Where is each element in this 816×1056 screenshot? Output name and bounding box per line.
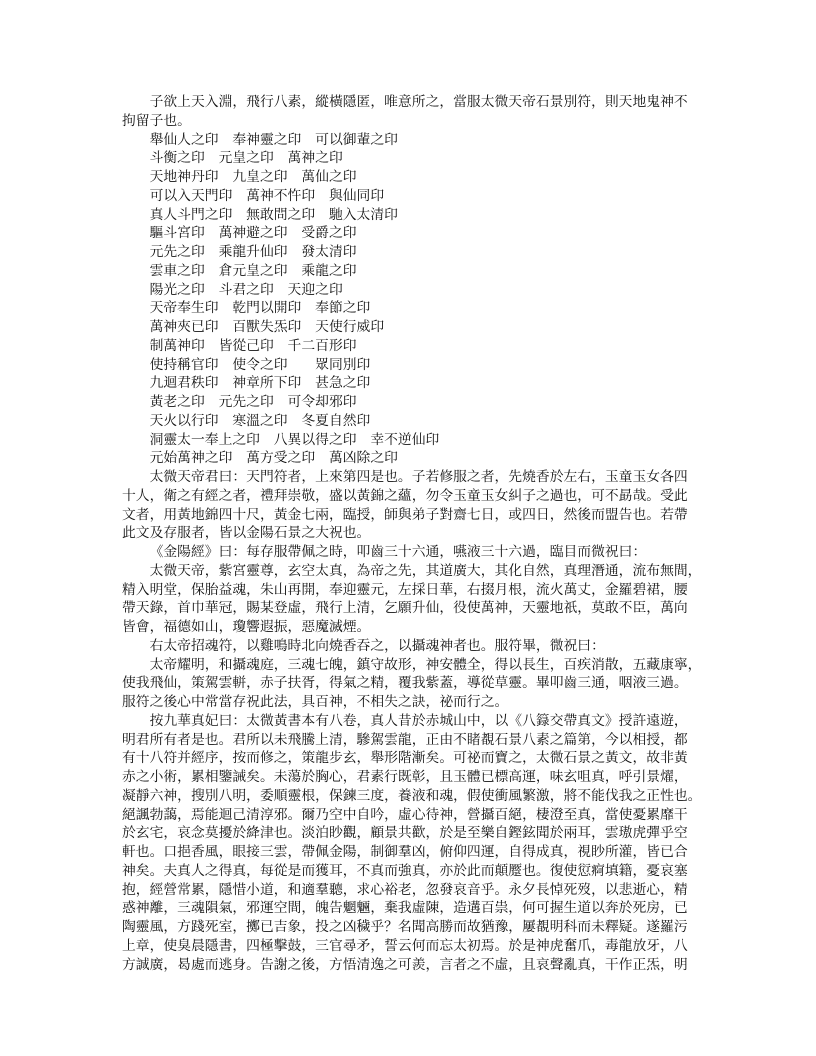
text-line: 皆會，福德如山，瓊響遐振，惡魔滅煙。: [122, 619, 371, 635]
text-line: 赤之小術，累相鑒誡矣。未蕩於胸心，君素行既彰，且玉體已標高運，味玄咀真，呼引景燿，: [122, 769, 688, 785]
text-line: 服符之後心中常當存祝此法，具百神，不相失之訣，祕而行之。: [122, 694, 509, 710]
seal-list-item: 制萬神印 皆從己印 千二百形印: [149, 337, 357, 354]
text-line: 軒也。口挹香風，眼接三雲，帶佩金陽，制御羣凶，俯仰四運，自得成真，視眇所灌，皆已合: [122, 844, 688, 860]
text-line: 陶靈風，方踐死室，擲已吉象，投之凶穢乎？名聞高勝而故猶豫，屢覩明科而未釋疑。遂羅污: [122, 919, 688, 935]
seal-list-item: 使持稱官印 使令之印 眾同別印: [149, 356, 371, 373]
text-line: 有十八符并經序，按而修之，策龍步玄，舉形階漸矣。可祕而寶之，太微石景之黃文，故非黃: [122, 750, 688, 767]
text-line: 子欲上天入淵，飛行八素，縱橫隱匿，唯意所之，當服太微天帝石景別符，則天地鬼神不: [149, 94, 688, 110]
seal-list-item: 天地神丹印 九皇之印 萬仙之印: [149, 169, 357, 185]
seal-list-item: 陽光之印 斗君之印 天迎之印: [149, 281, 343, 298]
text-line: 按九華真妃曰：太微黃書本有八卷，真人昔於赤城山中，以《八籙交帶真文》授許遠遊，: [149, 712, 688, 729]
text-line: 太帝耀明，和攝魂庭，三魂七魄，鎮守故形，神安體全，得以長生，百疾消散，五藏康寧，: [149, 656, 702, 673]
text-line: 右太帝招魂符，以雞鳴時北向燒香吞之，以攝魂神者也。服符畢，微祝曰：: [149, 637, 605, 654]
paragraph: [122, 543, 704, 562]
paragraph: [122, 656, 704, 712]
seal-list-item: 萬神夾已印 百獸失炁印 天使行威印: [149, 319, 385, 335]
seal-list: [122, 131, 704, 469]
seal-list-item: 洞靈太一奉上之印 八異以得之印 幸不逆仙印: [149, 431, 440, 448]
paragraph: [122, 637, 704, 656]
text-line: 帶天錄，首巾華冠，賜某登虛，飛行上清，乞願升仙，役使萬神，天靈地祇，莫敢不臣，萬向: [122, 600, 688, 617]
seal-list-item: 天火以行印 寒溫之印 冬夏自然印: [149, 412, 371, 429]
seal-list-item: 九迴君秩印 神章所下印 甚急之印: [149, 375, 371, 392]
text-line: 神矣。夫真人之得真，每從是而獲耳，不真而強真，亦於此而顛蹷也。復使愆痾填籍，憂哀塞: [122, 862, 688, 879]
paragraph: [122, 468, 704, 543]
paragraph: [122, 93, 704, 131]
text-line: 惑神離，三魂隕氣，邪運空間，魄告魍魎，棄我虛陳，造遘百祟，何可握生道以奔於死房，已: [122, 900, 688, 917]
seal-list-item: 真人斗門之印 無敢問之印 馳入太清印: [149, 206, 398, 223]
seal-list-item: 黃老之印 元先之印 可令却邪印: [149, 394, 357, 410]
seal-list-item: 驅斗宮印 萬神避之印 受爵之印: [149, 225, 357, 242]
text-line: 《金陽經》曰：每存服帶佩之時，叩齒三十六通，嚥液三十六過，臨目而微祝曰：: [149, 544, 647, 560]
text-line: 明君所有者是也。君所以未飛騰上清，驂駕雲龍，正由不睹覩石景八素之篇第，今以相授，都: [122, 731, 688, 748]
paragraph: [122, 712, 704, 975]
text-line: 凝靜六神，搜別八明，委順靈根，保鍊三度，養液和魂，假使衝風繁激，將不能伐我之正性也。: [122, 787, 702, 804]
seal-list-item: 舉仙人之印 奉神靈之印 可以御輩之印: [149, 131, 398, 148]
text-line: 精入明堂，保胎益魂，朱山再開，奉迎靈元，左採日華，右掇月根，流火萬丈，金羅碧裙，腰: [122, 581, 688, 598]
text-line: 使我飛仙，策駕雲軿，赤子扶胥，得氣之精，覆我紫蓋，導從草靈。畢叩齒三通，咽液三過。: [122, 675, 688, 692]
text-line: 上章，使臭晨隱書，四極擊鼓，三官尋矛，誓云何而忘太初焉。於是神虎奮爪，毒龍放牙，八: [122, 937, 688, 954]
text-line: 十人，衛之有經之者，禮拜崇敬，盛以黃錦之蘊，勿令玉童玉女糾子之過也，可不勗哉。受此: [122, 487, 688, 504]
text-line: 抱，經營常累，隱惜小道，和適羣聽，求心裕老，忽發哀音乎。永夕長悼死歿，以悲逝心，精: [122, 881, 688, 898]
text-line: 拘留子也。: [122, 112, 191, 129]
text-line: 絕諷勃藹，焉能迴己清淳邪。爾乃空中自吟，虛心待神，營攝百絕，棲澄至真，當使憂累靡干: [122, 806, 688, 823]
seal-list-item: 天帝奉生印 乾門以開印 奉節之印: [149, 300, 371, 317]
seal-list-item: 可以入天門印 萬神不忤印 與仙同印: [149, 187, 385, 204]
text-line: 此文及存服者，皆以金陽石景之大祝也。: [122, 525, 371, 542]
text-line: 太微天帝，紫宮靈尊，玄空太真，為帝之先，其道廣大，其化自然，真理潛通，流布無間，: [149, 562, 702, 579]
seal-list-item: 元始萬神之印 萬方受之印 萬凶除之印: [149, 450, 398, 467]
paragraph: [122, 562, 704, 637]
text-line: 方誠廣，曷處而逃身。告謝之後，方悟清逸之可羨，言者之不虛，且哀聲亂真，干作正炁，明: [122, 956, 688, 973]
text-line: 文者，用黃地錦四十尺，黃金七兩，臨授，師與弟子對齋七日，或四日，然後而盟告也。若帶: [122, 506, 688, 523]
seal-list-item: 雲車之印 倉元皇之印 乘龍之印: [149, 262, 357, 279]
document-page: [122, 93, 704, 974]
text-line: 於玄宅，哀念莫擾於絳津也。淡泊眇觀，顧景共歡，於是至樂自鏗鉉聞於兩耳，雲璈虎彈乎空: [122, 825, 688, 842]
seal-list-item: 元先之印 乘龍升仙印 發太清印: [149, 244, 357, 260]
text-line: 太微天帝君曰：天門符者，上來第四是也。子若修服之者，先燒香於左右，玉童玉女各四: [149, 469, 688, 485]
seal-list-item: 斗衡之印 元皇之印 萬神之印: [149, 150, 343, 167]
